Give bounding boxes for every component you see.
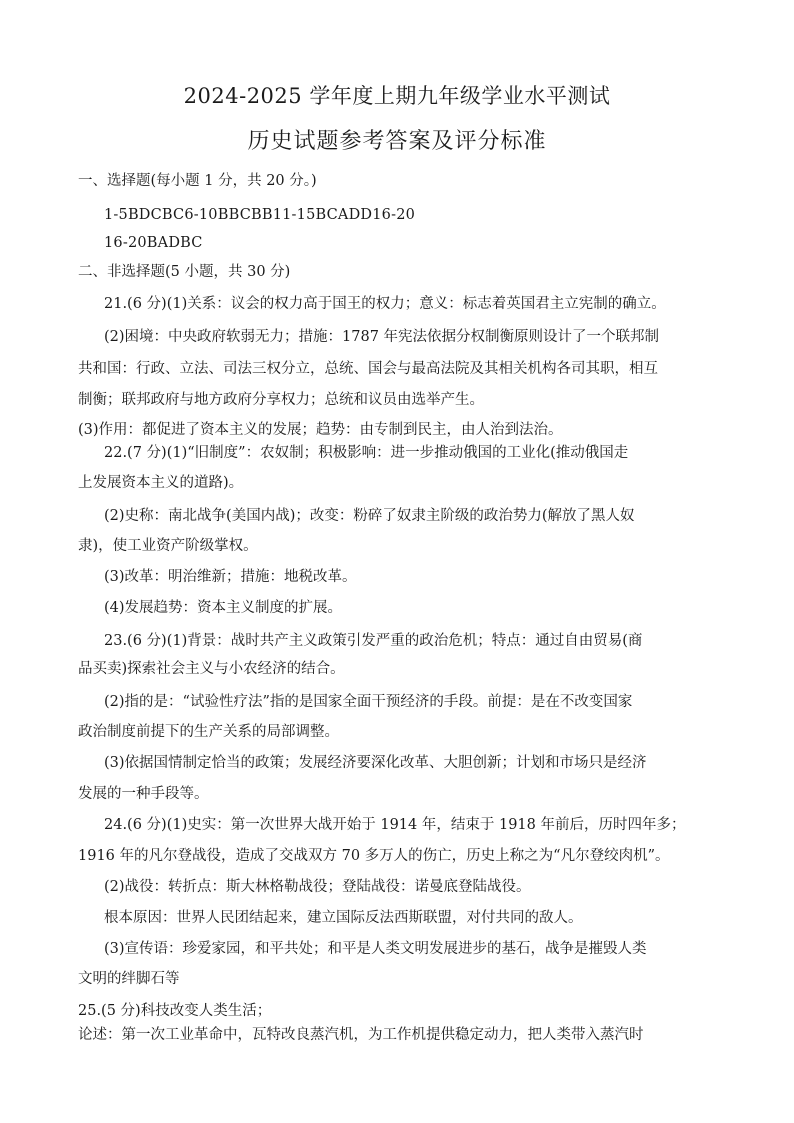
- answer-line: (2)战役：转折点：斯大林格勒战役；登陆战役：诺曼底登陆战役。: [104, 879, 531, 895]
- answer-line: 政治制度前提下的生产关系的局部调整。: [78, 724, 339, 740]
- answer-line: 发展的一种手段等。: [78, 786, 209, 802]
- answer-line: 上发展资本主义的道路)。: [78, 475, 244, 491]
- answer-line: 制衡；联邦政府与地方政府分享权力；总统和议员由选举产生。: [78, 392, 484, 408]
- section-heading: 二、非选择题(5 小题，共 30 分): [78, 264, 291, 280]
- answer-line: 品买卖)探索社会主义与小农经济的结合。: [78, 661, 345, 677]
- document-title: 2024-2025 学年度上期九年级学业水平测试: [183, 84, 611, 108]
- answer-line: (3)改革：明治维新；措施：地税改革。: [104, 569, 357, 585]
- answer-line: (4)发展趋势：资本主义制度的扩展。: [104, 600, 343, 616]
- answer-line: 1-5BDCBC6-10BBCBB11-15BCADD16-20: [104, 207, 416, 223]
- answer-line: (2)困境：中央政府软弱无力；措施：1787 年宪法依据分权制衡原则设计了一个联邦制: [104, 329, 660, 345]
- answer-line: 21.(6 分)(1)关系：议会的权力高于国王的权力；意义：标志着英国君主立宪制的确立。: [104, 296, 666, 312]
- answer-line: (3)作用：都促进了资本主义的发展；趋势：由专制到民主，由人治到法治。: [78, 422, 563, 438]
- answer-line: 22.(7 分)(1)“旧制度”：农奴制；积极影响：进一步推动俄国的工业化(推动俄国走: [104, 445, 629, 461]
- answer-line: 论述：第一次工业革命中，瓦特改良蒸汽机，为工作机提供稳定动力，把人类带入蒸汽时: [78, 1027, 644, 1043]
- answer-line: 根本原因：世界人民团结起来，建立国际反法西斯联盟，对付共同的敌人。: [104, 910, 583, 926]
- answer-line: 共和国：行政、立法、司法三权分立，总统、国会与最高法院及其相关机构各司其职，相互: [78, 361, 658, 377]
- answer-line: 隶)，使工业资产阶级掌权。: [78, 538, 258, 554]
- answer-line: 文明的绊脚石等: [78, 971, 180, 987]
- answer-line: (2)指的是：“试验性疗法”指的是国家全面干预经济的手段。前提：是在不改变国家: [104, 694, 633, 710]
- answer-line: (2)史称：南北战争(美国内战)；改变：粉碎了奴隶主阶级的政治势力(解放了黑人奴: [104, 508, 635, 524]
- section-heading: 一、选择题(每小题 1 分，共 20 分。): [78, 173, 317, 189]
- answer-line: 25.(5 分)科技改变人类生活；: [78, 1003, 272, 1019]
- document-subtitle: 历史试题参考答案及评分标准: [247, 129, 547, 154]
- answer-line: (3)宣传语：珍爱家园，和平共处；和平是人类文明发展进步的基石，战争是摧毁人类: [104, 941, 647, 957]
- answer-line: 23.(6 分)(1)背景：战时共产主义政策引发严重的政治危机；特点：通过自由贸易(商: [104, 633, 643, 649]
- answer-line: 24.(6 分)(1)史实：第一次世界大战开始于 1914 年，结束于 1918 年前后，历时四年多；: [104, 817, 686, 833]
- answer-line: 1916 年的凡尔登战役，造成了交战双方 70 多万人的伤亡，历史上称之为“凡尔登绞肉机”。: [78, 848, 670, 864]
- answer-line: (3)依据国情制定恰当的政策；发展经济要深化改革、大胆创新；计划和市场只是经济: [104, 755, 647, 771]
- answer-line: 16-20BADBC: [104, 235, 203, 251]
